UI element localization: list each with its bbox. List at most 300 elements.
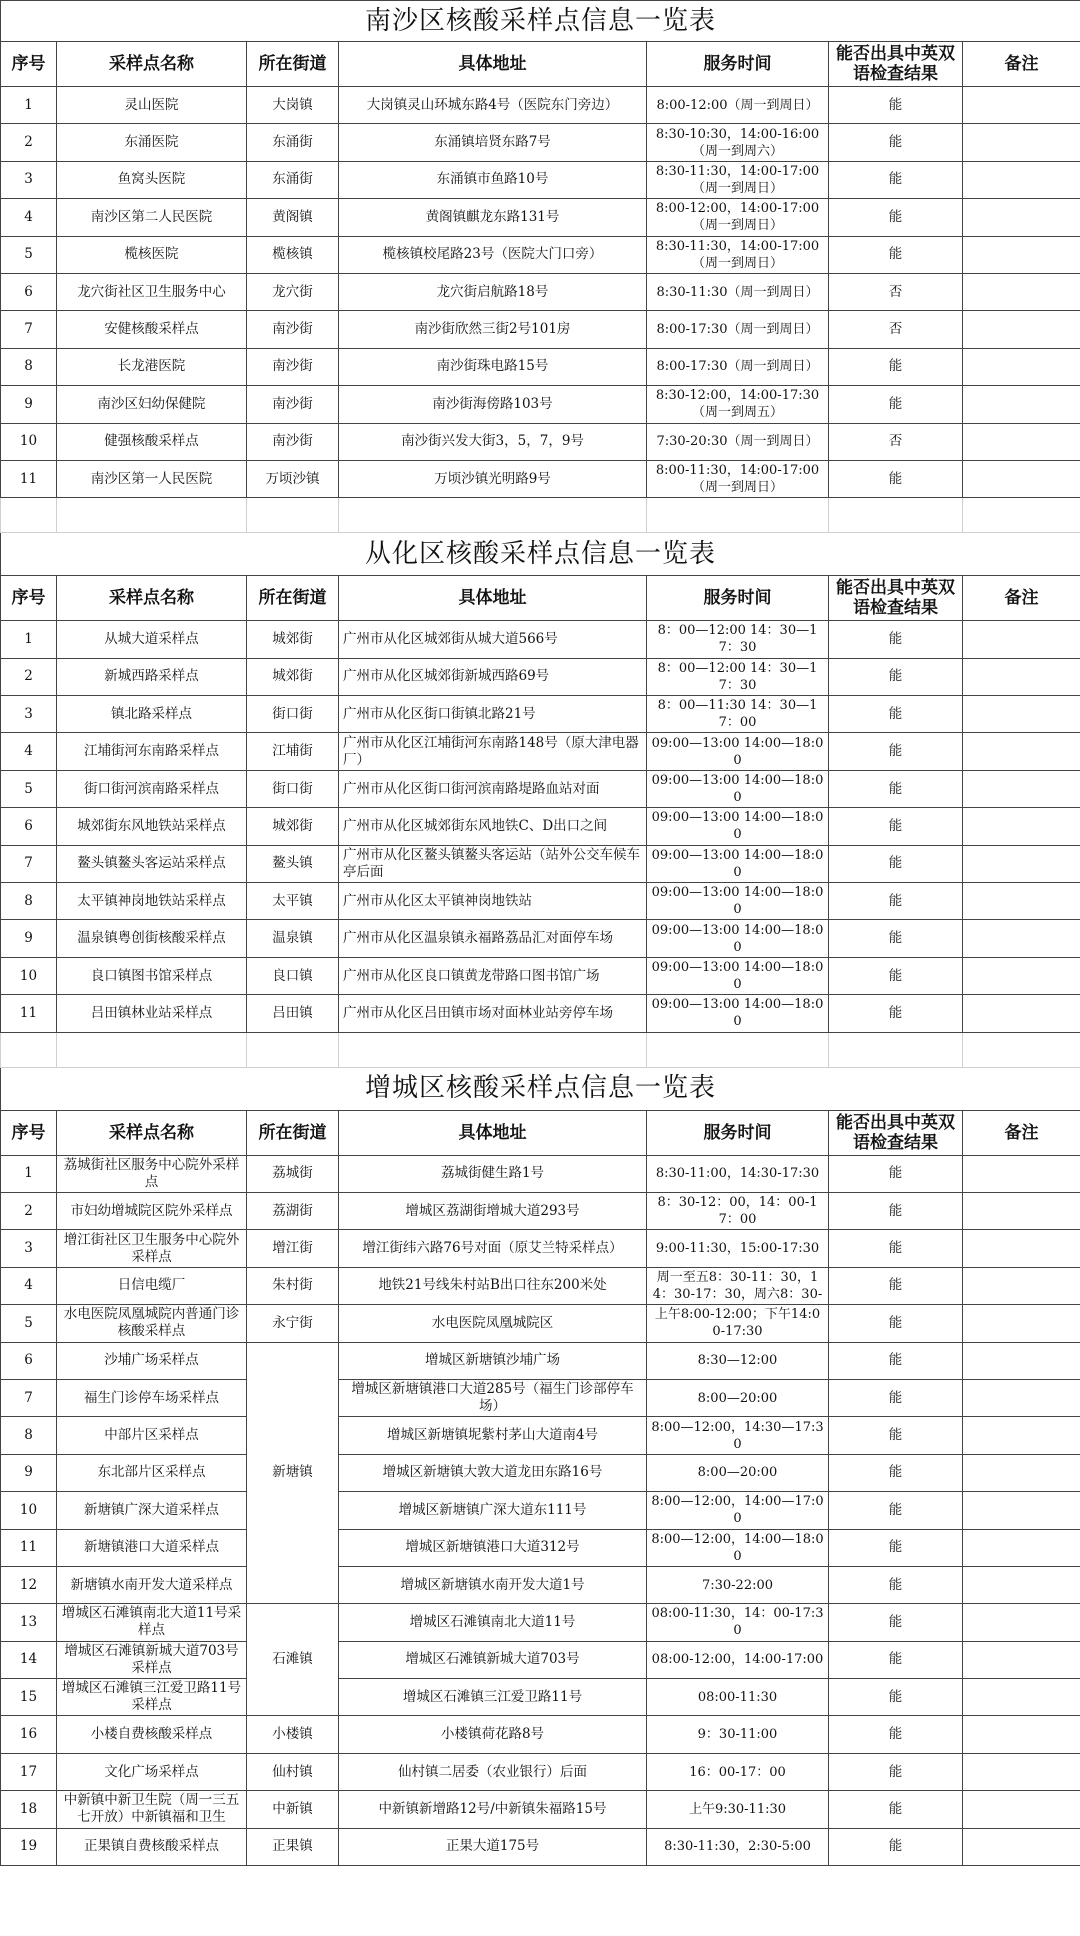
table-row	[1, 124, 1080, 161]
column-header-bilingual-result: 能否出具中英双语检查结果	[829, 42, 963, 87]
table-row	[1, 696, 1080, 733]
site-name: 增城区石滩镇南北大道11号采样点	[57, 1604, 247, 1641]
table-row	[1, 1155, 1080, 1192]
street: 永宁街	[247, 1305, 339, 1342]
site-name: 榄核医院	[57, 236, 247, 273]
address: 增城区新塘镇沙埔广场	[339, 1342, 647, 1379]
bilingual-result: 能	[829, 957, 963, 994]
address: 南沙街欣然三街2号101房	[339, 311, 647, 348]
street: 东涌街	[247, 161, 339, 198]
bilingual-result: 能	[829, 460, 963, 497]
service-time: 8:30-11:00，14:30-17:30	[647, 1155, 829, 1192]
empty-cell	[963, 1032, 1080, 1067]
bilingual-result: 能	[829, 124, 963, 161]
street: 城郊街	[247, 621, 339, 658]
address: 大岗镇灵山环城东路4号（医院东门旁边）	[339, 87, 647, 124]
service-time: 08:00-12:00，14:00-17:00	[647, 1641, 829, 1678]
street: 中新镇	[247, 1791, 339, 1828]
site-name: 安健核酸采样点	[57, 311, 247, 348]
address: 增城区荔湖街增城大道293号	[339, 1192, 647, 1229]
site-name: 吕田镇林业站采样点	[57, 995, 247, 1032]
site-name: 城郊街东风地铁站采样点	[57, 808, 247, 845]
site-name: 增城区石滩镇新城大道703号采样点	[57, 1641, 247, 1678]
note	[963, 1305, 1080, 1342]
note	[963, 1492, 1080, 1529]
site-name: 健强核酸采样点	[57, 423, 247, 460]
service-time: 09:00—13:00 14:00—18:00	[647, 770, 829, 807]
note	[963, 311, 1080, 348]
service-time: 16：00-17：00	[647, 1753, 829, 1790]
column-header-row-number: 序号	[1, 42, 57, 87]
bilingual-result: 能	[829, 621, 963, 658]
empty-cell	[57, 498, 247, 533]
address: 广州市从化区江埔街河东南路148号（原大津电器厂）	[339, 733, 647, 770]
street: 新塘镇	[247, 1342, 339, 1604]
service-time: 8:30-10:30，14:00-16:00（周一到周六）	[647, 124, 829, 161]
service-time: 7:30-20:30（周一到周日）	[647, 423, 829, 460]
table-row	[1, 1192, 1080, 1229]
column-header-address: 具体地址	[339, 42, 647, 87]
service-time: 8:30-11:30，2:30-5:00	[647, 1828, 829, 1865]
section-title: 南沙区核酸采样点信息一览表	[1, 1, 1080, 42]
table-row	[1, 658, 1080, 695]
empty-cell	[647, 498, 829, 533]
service-time: 8:00-17:30（周一到周日）	[647, 311, 829, 348]
note	[963, 1753, 1080, 1790]
bilingual-result: 能	[829, 1679, 963, 1716]
service-time: 09:00—13:00 14:00—18:00	[647, 995, 829, 1032]
row-number: 10	[1, 957, 57, 994]
site-name: 增城区石滩镇三江爱卫路11号采样点	[57, 1679, 247, 1716]
address: 广州市从化区城郊街东风地铁C、D出口之间	[339, 808, 647, 845]
street: 南沙街	[247, 348, 339, 385]
site-name: 长龙港医院	[57, 348, 247, 385]
site-name: 新塘镇广深大道采样点	[57, 1492, 247, 1529]
note	[963, 733, 1080, 770]
service-time: 09:00—13:00 14:00—18:00	[647, 920, 829, 957]
bilingual-result: 能	[829, 161, 963, 198]
site-name: 江埔街河东南路采样点	[57, 733, 247, 770]
row-number: 14	[1, 1641, 57, 1678]
street: 龙穴街	[247, 273, 339, 310]
note	[963, 1566, 1080, 1603]
note	[963, 87, 1080, 124]
note	[963, 1192, 1080, 1229]
site-name: 水电医院凤凰城院内普通门诊核酸采样点	[57, 1305, 247, 1342]
row-number: 4	[1, 733, 57, 770]
service-time: 8:00—20:00	[647, 1454, 829, 1491]
table-row	[1, 733, 1080, 770]
note	[963, 199, 1080, 236]
bilingual-result: 能	[829, 1155, 963, 1192]
row-number: 9	[1, 920, 57, 957]
service-time: 7:30-22:00	[647, 1566, 829, 1603]
row-number: 1	[1, 87, 57, 124]
note	[963, 808, 1080, 845]
note	[963, 1417, 1080, 1454]
service-time: 8:00-11:30，14:00-17:00（周一到周日）	[647, 460, 829, 497]
row-number: 1	[1, 1155, 57, 1192]
address: 广州市从化区街口街镇北路21号	[339, 696, 647, 733]
table-row	[1, 621, 1080, 658]
table-row	[1, 311, 1080, 348]
address: 东涌镇培贤东路7号	[339, 124, 647, 161]
street: 吕田镇	[247, 995, 339, 1032]
service-time: 9:00-11:30，15:00-17:30	[647, 1230, 829, 1267]
site-name: 沙埔广场采样点	[57, 1342, 247, 1379]
note	[963, 1716, 1080, 1753]
address: 东涌镇市鱼路10号	[339, 161, 647, 198]
table-row	[1, 1791, 1080, 1828]
bilingual-result: 能	[829, 1267, 963, 1304]
address: 增江街纬六路76号对面（原艾兰特采样点）	[339, 1230, 647, 1267]
bilingual-result: 能	[829, 1566, 963, 1603]
row-number: 8	[1, 348, 57, 385]
bilingual-result: 能	[829, 1791, 963, 1828]
table-row	[1, 236, 1080, 273]
spacer-row	[1, 498, 1080, 533]
row-number: 18	[1, 1791, 57, 1828]
bilingual-result: 能	[829, 770, 963, 807]
row-number: 3	[1, 696, 57, 733]
row-number: 6	[1, 808, 57, 845]
bilingual-result: 能	[829, 348, 963, 385]
site-name: 从城大道采样点	[57, 621, 247, 658]
column-header-note: 备注	[963, 1110, 1080, 1155]
address: 增城区新塘镇大敦大道龙田东路16号	[339, 1454, 647, 1491]
note	[963, 770, 1080, 807]
site-name: 南沙区第二人民医院	[57, 199, 247, 236]
header-row	[1, 1110, 1080, 1155]
row-number: 7	[1, 311, 57, 348]
site-name: 新塘镇港口大道采样点	[57, 1529, 247, 1566]
row-number: 6	[1, 273, 57, 310]
note	[963, 1529, 1080, 1566]
bilingual-result: 能	[829, 733, 963, 770]
service-time: 09:00—13:00 14:00—18:00	[647, 808, 829, 845]
column-header-street: 所在街道	[247, 1110, 339, 1155]
empty-cell	[829, 1032, 963, 1067]
bilingual-result: 能	[829, 1753, 963, 1790]
table-row	[1, 1529, 1080, 1566]
column-header-service-time: 服务时间	[647, 576, 829, 621]
note	[963, 696, 1080, 733]
bilingual-result: 能	[829, 199, 963, 236]
address: 广州市从化区吕田镇市场对面林业站旁停车场	[339, 995, 647, 1032]
address: 广州市从化区街口街河滨南路堤路血站对面	[339, 770, 647, 807]
empty-cell	[829, 498, 963, 533]
column-header-service-time: 服务时间	[647, 1110, 829, 1155]
service-time: 08:00-11:30，14：00-17:30	[647, 1604, 829, 1641]
table-row	[1, 1342, 1080, 1379]
service-time: 8:00-17:30（周一到周日）	[647, 348, 829, 385]
address: 广州市从化区温泉镇永福路荔品汇对面停车场	[339, 920, 647, 957]
note	[963, 1267, 1080, 1304]
table-row	[1, 273, 1080, 310]
site-name: 东涌医院	[57, 124, 247, 161]
site-name: 日信电缆厂	[57, 1267, 247, 1304]
service-time: 周一至五8：30-11：30，14：30-17：30，周六8：30-	[647, 1267, 829, 1304]
address: 南沙街珠电路15号	[339, 348, 647, 385]
spacer-row	[1, 1032, 1080, 1067]
street: 仙村镇	[247, 1753, 339, 1790]
address: 广州市从化区鳌头镇鳌头客运站（站外公交车候车亭后面	[339, 845, 647, 882]
site-name: 鳌头镇鳌头客运站采样点	[57, 845, 247, 882]
row-number: 3	[1, 161, 57, 198]
service-time: 8:30-11:30，14:00-17:00（周一到周日）	[647, 161, 829, 198]
table-row	[1, 423, 1080, 460]
empty-cell	[1, 1032, 57, 1067]
table-row	[1, 199, 1080, 236]
bilingual-result: 能	[829, 1492, 963, 1529]
bilingual-result: 能	[829, 995, 963, 1032]
street: 江埔街	[247, 733, 339, 770]
bilingual-result: 能	[829, 1454, 963, 1491]
section-title-row	[1, 533, 1080, 576]
site-name: 良口镇图书馆采样点	[57, 957, 247, 994]
address: 增城区石滩镇新城大道703号	[339, 1641, 647, 1678]
table-row	[1, 1753, 1080, 1790]
bilingual-result: 能	[829, 1379, 963, 1416]
empty-cell	[647, 1032, 829, 1067]
note	[963, 1604, 1080, 1641]
address: 广州市从化区太平镇神岗地铁站	[339, 883, 647, 920]
section-title-row	[1, 1, 1080, 42]
service-time: 09:00—13:00 14:00—18:00	[647, 957, 829, 994]
address: 南沙街海傍路103号	[339, 386, 647, 423]
note	[963, 995, 1080, 1032]
note	[963, 236, 1080, 273]
note	[963, 1230, 1080, 1267]
note	[963, 161, 1080, 198]
bilingual-result: 能	[829, 1641, 963, 1678]
note	[963, 460, 1080, 497]
street: 街口街	[247, 696, 339, 733]
street: 朱村街	[247, 1267, 339, 1304]
bilingual-result: 能	[829, 1192, 963, 1229]
row-number: 1	[1, 621, 57, 658]
address: 地铁21号线朱村站B出口往东200米处	[339, 1267, 647, 1304]
street: 南沙街	[247, 386, 339, 423]
address: 小楼镇荷花路8号	[339, 1716, 647, 1753]
bilingual-result: 否	[829, 311, 963, 348]
table-row	[1, 1641, 1080, 1678]
bilingual-result: 能	[829, 808, 963, 845]
service-time: 09:00—13:00 14:00—18:00	[647, 733, 829, 770]
service-time: 9：30-11:00	[647, 1716, 829, 1753]
column-header-site-name: 采样点名称	[57, 42, 247, 87]
street: 良口镇	[247, 957, 339, 994]
street: 石滩镇	[247, 1604, 339, 1716]
row-number: 12	[1, 1566, 57, 1603]
row-number: 11	[1, 995, 57, 1032]
bilingual-result: 能	[829, 1230, 963, 1267]
column-header-site-name: 采样点名称	[57, 1110, 247, 1155]
service-time: 8:30-12:00，14:00-17:30（周一到周五）	[647, 386, 829, 423]
address: 万顷沙镇光明路9号	[339, 460, 647, 497]
street: 街口街	[247, 770, 339, 807]
note	[963, 920, 1080, 957]
empty-cell	[247, 1032, 339, 1067]
service-time: 8:00—12:00，14:30—17:30	[647, 1417, 829, 1454]
site-name: 增江街社区卫生服务中心院外采样点	[57, 1230, 247, 1267]
address: 增城区新塘镇港口大道312号	[339, 1529, 647, 1566]
table-row	[1, 845, 1080, 882]
section-title: 从化区核酸采样点信息一览表	[1, 533, 1080, 576]
note	[963, 1828, 1080, 1865]
site-name: 荔城街社区服务中心院外采样点	[57, 1155, 247, 1192]
table-row	[1, 1828, 1080, 1865]
address: 正果大道175号	[339, 1828, 647, 1865]
address: 广州市从化区城郊街新城西路69号	[339, 658, 647, 695]
table-row	[1, 1566, 1080, 1603]
bilingual-result: 能	[829, 386, 963, 423]
row-number: 4	[1, 199, 57, 236]
site-name: 正果镇自费核酸采样点	[57, 1828, 247, 1865]
site-name: 龙穴街社区卫生服务中心	[57, 273, 247, 310]
section-title-row	[1, 1067, 1080, 1110]
address: 增城区石滩镇三江爱卫路11号	[339, 1679, 647, 1716]
address: 仙村镇二居委（农业银行）后面	[339, 1753, 647, 1790]
table-row	[1, 920, 1080, 957]
service-time: 8:30—12:00	[647, 1342, 829, 1379]
note	[963, 1454, 1080, 1491]
bilingual-result: 能	[829, 845, 963, 882]
header-row	[1, 42, 1080, 87]
street: 荔城街	[247, 1155, 339, 1192]
street: 太平镇	[247, 883, 339, 920]
table-row	[1, 883, 1080, 920]
column-header-site-name: 采样点名称	[57, 576, 247, 621]
bilingual-result: 否	[829, 273, 963, 310]
service-time: 8:00-12:00（周一到周日）	[647, 87, 829, 124]
site-name: 中部片区采样点	[57, 1417, 247, 1454]
column-header-note: 备注	[963, 42, 1080, 87]
street: 小楼镇	[247, 1716, 339, 1753]
bilingual-result: 能	[829, 883, 963, 920]
service-time: 09:00—13:00 14:00—18:00	[647, 883, 829, 920]
table-row	[1, 1379, 1080, 1416]
row-number: 8	[1, 1417, 57, 1454]
service-time: 8:30-11:30，14:00-17:00（周一到周日）	[647, 236, 829, 273]
table-row	[1, 1267, 1080, 1304]
bilingual-result: 否	[829, 423, 963, 460]
table-row	[1, 1679, 1080, 1716]
site-name: 文化广场采样点	[57, 1753, 247, 1790]
row-number: 11	[1, 1529, 57, 1566]
service-time: 8:00—12:00，14:00—18:00	[647, 1529, 829, 1566]
empty-cell	[57, 1032, 247, 1067]
street: 大岗镇	[247, 87, 339, 124]
section-title: 增城区核酸采样点信息一览表	[1, 1067, 1080, 1110]
row-number: 3	[1, 1230, 57, 1267]
note	[963, 273, 1080, 310]
column-header-address: 具体地址	[339, 576, 647, 621]
street: 万顷沙镇	[247, 460, 339, 497]
row-number: 9	[1, 386, 57, 423]
site-name: 街口街河滨南路采样点	[57, 770, 247, 807]
empty-cell	[339, 498, 647, 533]
row-number: 8	[1, 883, 57, 920]
address: 广州市从化区良口镇黄龙带路口图书馆广场	[339, 957, 647, 994]
note	[963, 1641, 1080, 1678]
row-number: 16	[1, 1716, 57, 1753]
empty-cell	[1, 498, 57, 533]
column-header-bilingual-result: 能否出具中英双语检查结果	[829, 1110, 963, 1155]
street: 增江街	[247, 1230, 339, 1267]
service-time: 8:00—12:00，14:00—17:00	[647, 1492, 829, 1529]
table-row	[1, 348, 1080, 385]
bilingual-result: 能	[829, 1828, 963, 1865]
row-number: 11	[1, 460, 57, 497]
note	[963, 658, 1080, 695]
column-header-address: 具体地址	[339, 1110, 647, 1155]
site-name: 温泉镇粤创街核酸采样点	[57, 920, 247, 957]
column-header-street: 所在街道	[247, 42, 339, 87]
street: 南沙街	[247, 311, 339, 348]
service-time: 8:30-11:30（周一到周日）	[647, 273, 829, 310]
table-row	[1, 87, 1080, 124]
site-name: 太平镇神岗地铁站采样点	[57, 883, 247, 920]
address: 南沙街兴发大街3，5，7，9号	[339, 423, 647, 460]
row-number: 7	[1, 1379, 57, 1416]
bilingual-result: 能	[829, 920, 963, 957]
row-number: 2	[1, 658, 57, 695]
service-time: 08:00-11:30	[647, 1679, 829, 1716]
column-header-service-time: 服务时间	[647, 42, 829, 87]
row-number: 7	[1, 845, 57, 882]
bilingual-result: 能	[829, 1604, 963, 1641]
site-name: 小楼自费核酸采样点	[57, 1716, 247, 1753]
service-time: 8：30-12：00，14：00-17：00	[647, 1192, 829, 1229]
address: 龙穴街启航路18号	[339, 273, 647, 310]
address: 荔城街健生路1号	[339, 1155, 647, 1192]
service-time: 09:00—13:00 14:00—18:00	[647, 845, 829, 882]
street: 榄核镇	[247, 236, 339, 273]
column-header-row-number: 序号	[1, 1110, 57, 1155]
note	[963, 1791, 1080, 1828]
row-number: 5	[1, 236, 57, 273]
table-row	[1, 1716, 1080, 1753]
address: 增城区新塘镇广深大道东111号	[339, 1492, 647, 1529]
site-name: 南沙区妇幼保健院	[57, 386, 247, 423]
site-name: 新塘镇水南开发大道采样点	[57, 1566, 247, 1603]
street: 东涌街	[247, 124, 339, 161]
table-row	[1, 808, 1080, 845]
row-number: 5	[1, 770, 57, 807]
site-name: 鱼窝头医院	[57, 161, 247, 198]
row-number: 2	[1, 124, 57, 161]
street: 南沙街	[247, 423, 339, 460]
note	[963, 1379, 1080, 1416]
row-number: 2	[1, 1192, 57, 1229]
row-number: 13	[1, 1604, 57, 1641]
site-name: 镇北路采样点	[57, 696, 247, 733]
bilingual-result: 能	[829, 1529, 963, 1566]
row-number: 5	[1, 1305, 57, 1342]
street: 城郊街	[247, 658, 339, 695]
note	[963, 1679, 1080, 1716]
bilingual-result: 能	[829, 1716, 963, 1753]
table-row	[1, 770, 1080, 807]
row-number: 10	[1, 1492, 57, 1529]
note	[963, 386, 1080, 423]
service-time: 8:00—20:00	[647, 1379, 829, 1416]
service-time: 8:00-12:00，14:00-17:00（周一到周日）	[647, 199, 829, 236]
service-time: 上午9:30-11:30	[647, 1791, 829, 1828]
empty-cell	[247, 498, 339, 533]
bilingual-result: 能	[829, 87, 963, 124]
